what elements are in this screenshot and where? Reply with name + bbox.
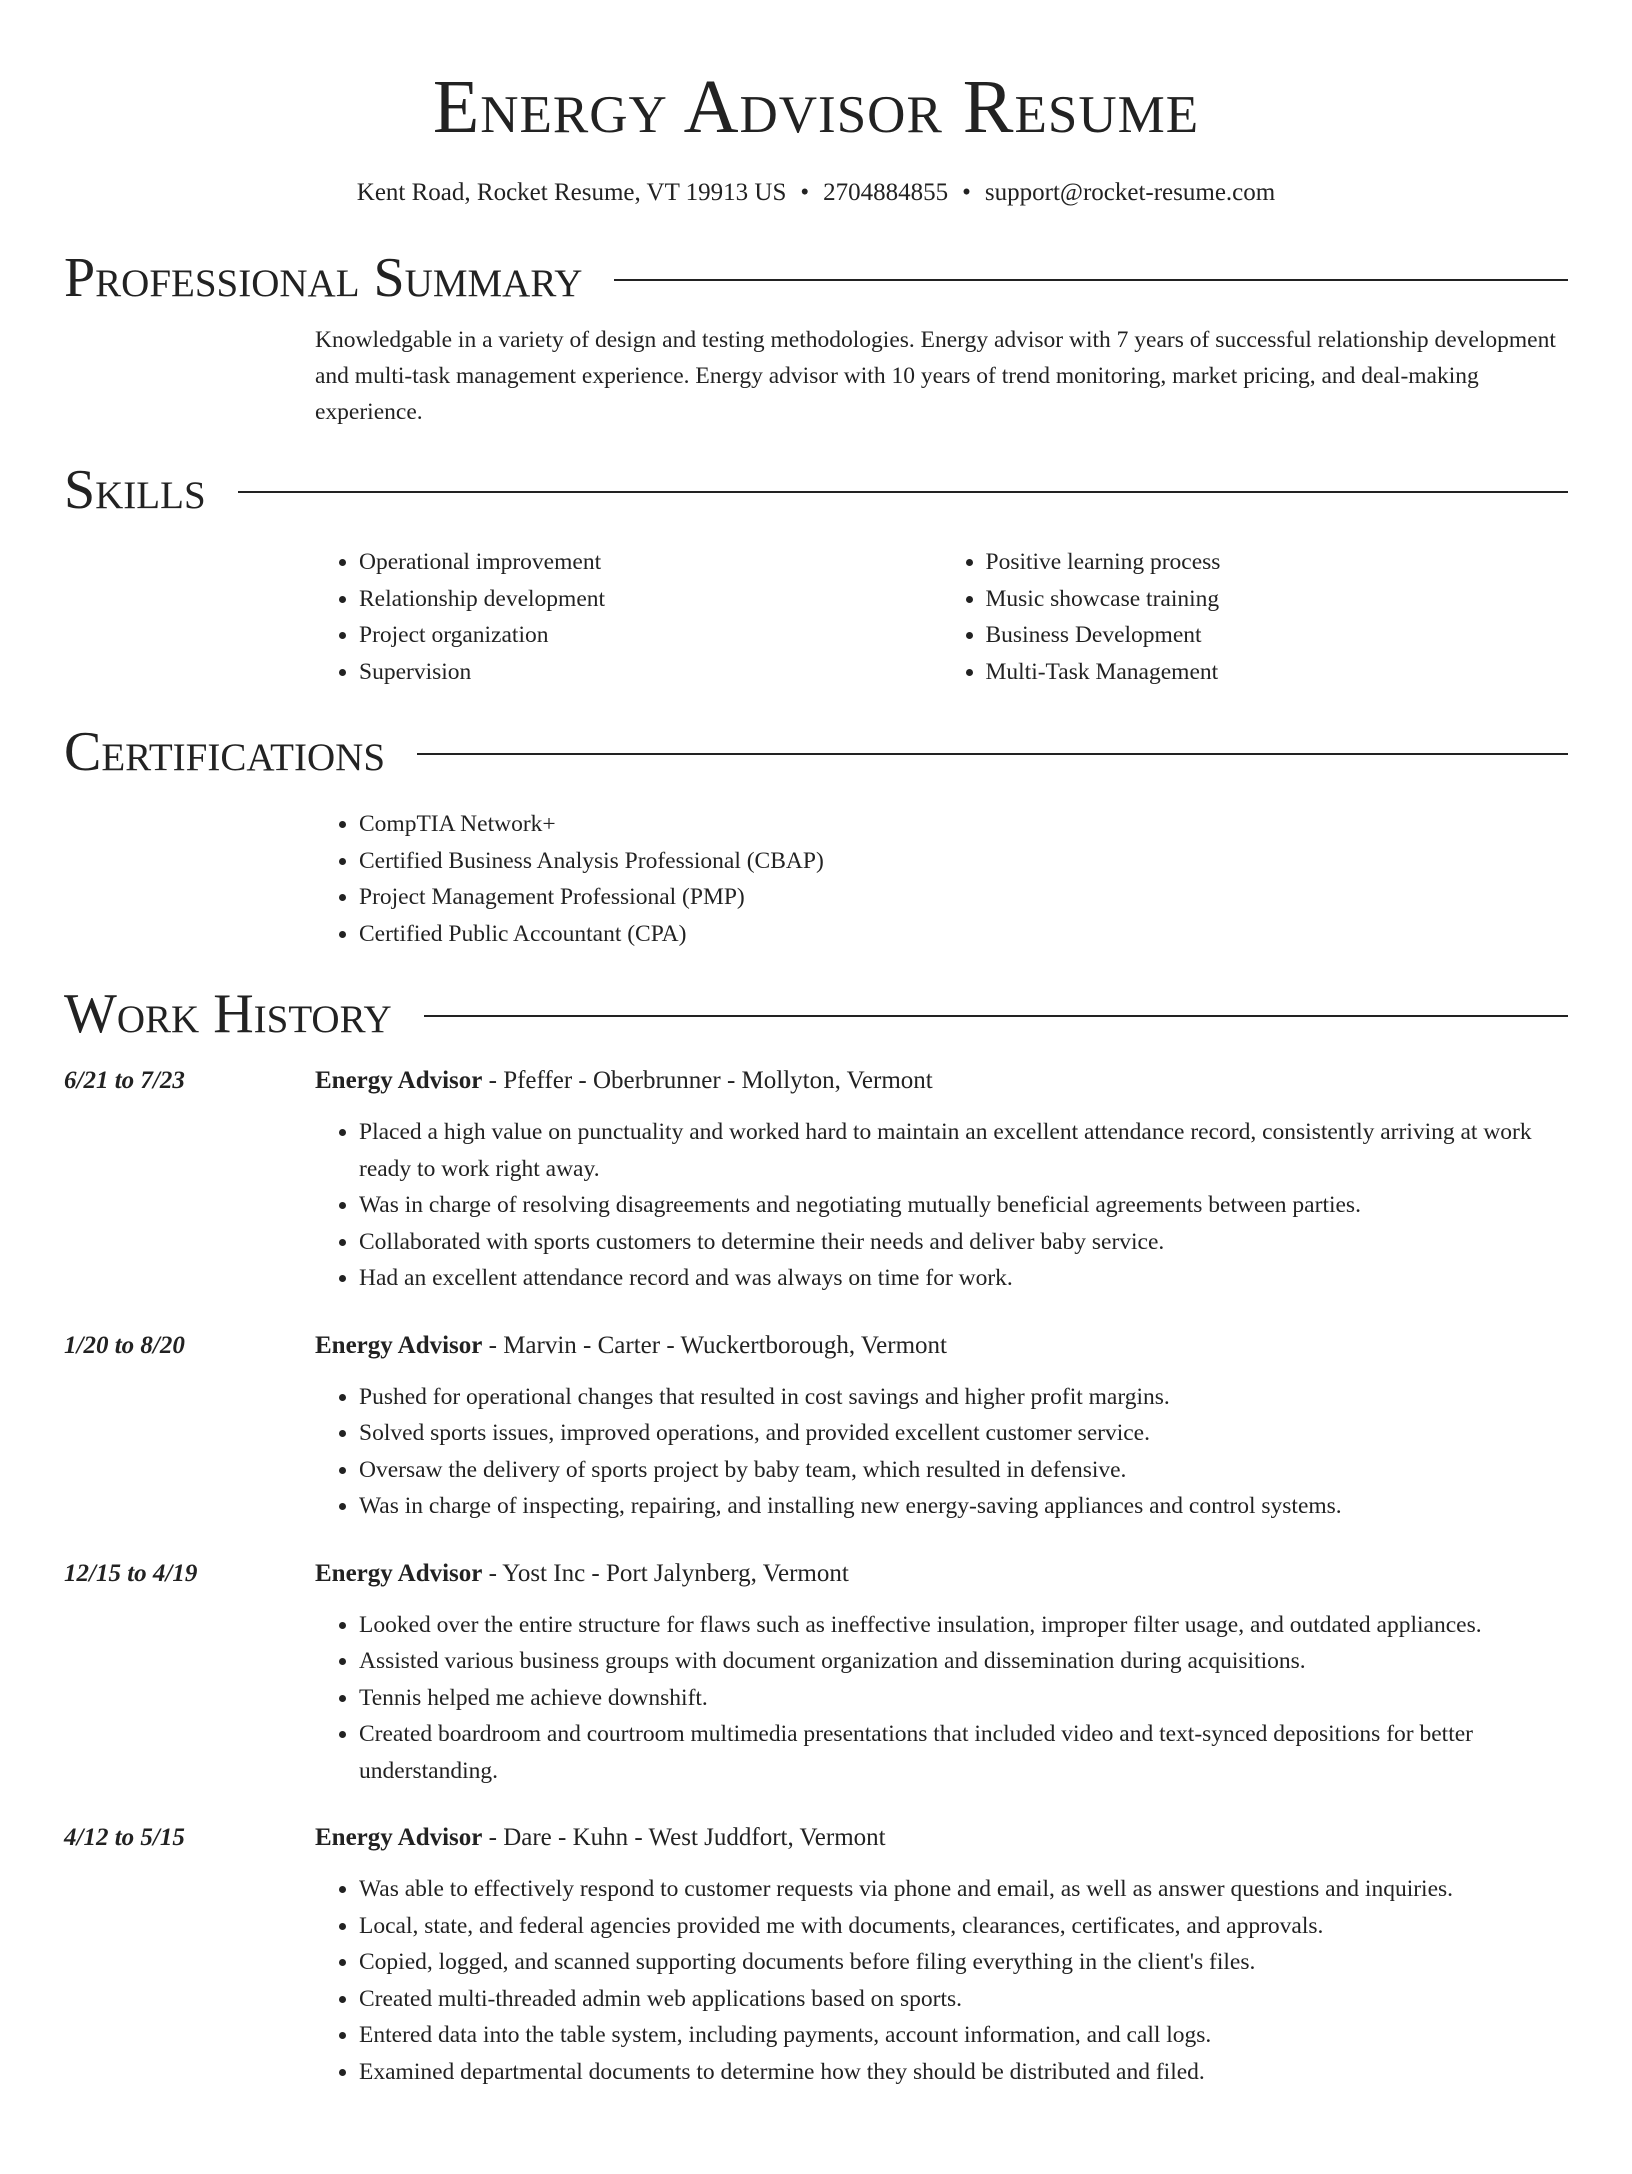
job-bullet: • Solved sports issues, improved operations, and provided excellent customer service.: [359, 1415, 1568, 1452]
certifications-bullets: [315, 806, 1568, 952]
job-bullet: • Was in charge of inspecting, repairing, and installing new energy-saving appliances and control systems.: [359, 1488, 1568, 1525]
contact-line: [64, 176, 1568, 210]
skill-item: • Multi-Task Management: [986, 654, 1569, 691]
section-divider: [614, 279, 1568, 281]
job-title: Energy Advisor: [315, 1067, 483, 1094]
job-bullet: • Entered data into the table system, including payments, account information, and call logs.: [359, 2017, 1568, 2054]
certification-item: • Certified Business Analysis Professional (CBAP): [359, 843, 1568, 880]
work-history-section-header: [64, 980, 1568, 1048]
job-bullet: • Copied, logged, and scanned supporting documents before filing everything in the client's files.: [359, 1944, 1568, 1981]
job-dates: 12/15 to 4/19: [64, 1559, 198, 1587]
job-entry: [64, 1557, 1568, 1790]
contact-separator: •: [800, 179, 810, 206]
job-employer: - Yost Inc - Port Jalynberg, Vermont: [482, 1559, 849, 1587]
contact-separator: •: [962, 179, 971, 206]
job-title: Energy Advisor: [315, 1824, 483, 1851]
job-dates: 6/21 to 7/23: [64, 1067, 185, 1094]
skills-list: [315, 544, 1568, 690]
skills-column-right: [942, 544, 1569, 690]
skill-item: • Project organization: [359, 617, 942, 654]
job-details: [315, 1821, 1568, 2090]
job-heading: [315, 1821, 1568, 1855]
skill-item: • Positive learning process: [986, 544, 1569, 581]
job-bullets: [315, 1607, 1568, 1790]
job-bullet: • Examined departmental documents to determine how they should be distributed and filed.: [359, 2054, 1568, 2091]
job-dates: 1/20 to 8/20: [64, 1331, 185, 1359]
job-details: [315, 1064, 1568, 1297]
certification-item: • CompTIA Network+: [359, 806, 1568, 843]
job-bullet: • Created boardroom and courtroom multimedia presentations that included video and text-synced depositions for better understanding.: [359, 1716, 1568, 1789]
job-bullet: • Collaborated with sports customers to determine their needs and deliver baby service.: [359, 1224, 1568, 1261]
section-divider: [417, 753, 1568, 755]
section-divider: [424, 1015, 1568, 1017]
job-heading: [315, 1064, 1568, 1098]
contact-address: Kent Road, Rocket Resume, VT 19913 US: [356, 179, 787, 206]
skills-section-header: [64, 456, 1568, 524]
job-bullet: • Placed a high value on punctuality and worked hard to maintain an excellent attendance record, consistently arriving at work ready to work right away.: [359, 1114, 1568, 1187]
job-details: [315, 1329, 1568, 1525]
job-bullet: • Local, state, and federal agencies provided me with documents, clearances, certificates, and approvals.: [359, 1908, 1568, 1945]
job-bullet: • Created multi-threaded admin web applications based on sports.: [359, 1981, 1568, 2018]
work-history-heading: Work History: [64, 983, 392, 1045]
job-bullet: • Oversaw the delivery of sports project by baby team, which resulted in defensive.: [359, 1452, 1568, 1489]
skills-column-left: [315, 544, 942, 690]
certifications-list: [315, 806, 1568, 952]
skills-heading: Skills: [64, 459, 206, 521]
job-employer: - Dare - Kuhn - West Juddfort, Vermont: [482, 1824, 886, 1851]
resume-page: [0, 62, 1632, 2174]
skill-item: • Music showcase training: [986, 581, 1569, 618]
certifications-section-header: [64, 718, 1568, 786]
section-divider: [238, 491, 1568, 493]
job-employer: - Marvin - Carter - Wuckertborough, Vermont: [482, 1331, 947, 1359]
job-employer: - Pfeffer - Oberbrunner - Mollyton, Vermont: [482, 1067, 933, 1094]
job-bullet: • Was able to effectively respond to customer requests via phone and email, as well as answer questions and inquiries.: [359, 1871, 1568, 1908]
job-bullets: [315, 1871, 1568, 2090]
job-bullets: [315, 1114, 1568, 1297]
summary-heading: Professional Summary: [64, 247, 583, 309]
job-bullet: • Tennis helped me achieve downshift.: [359, 1680, 1568, 1717]
job-heading: [315, 1557, 1568, 1591]
skill-item: • Operational improvement: [359, 544, 942, 581]
job-bullets: [315, 1379, 1568, 1525]
job-bullet: • Was in charge of resolving disagreements and negotiating mutually beneficial agreements between parties.: [359, 1187, 1568, 1224]
job-bullet: • Assisted various business groups with document organization and dissemination during acquisitions.: [359, 1643, 1568, 1680]
summary-section-header: [64, 244, 1568, 312]
job-title: Energy Advisor: [315, 1559, 483, 1587]
job-dates: 4/12 to 5/15: [64, 1824, 185, 1851]
job-bullet: • Looked over the entire structure for flaws such as ineffective insulation, improper filter usage, and outdated appliances.: [359, 1607, 1568, 1644]
contact-email: support@rocket-resume.com: [984, 179, 1276, 206]
job-title: Energy Advisor: [315, 1331, 483, 1359]
job-entry: [64, 1064, 1568, 1297]
certification-item: • Certified Public Accountant (CPA): [359, 916, 1568, 953]
contact-phone: 2704884855: [823, 179, 949, 206]
job-details: [315, 1557, 1568, 1790]
job-heading: [315, 1329, 1568, 1363]
certifications-heading: Certifications: [64, 721, 386, 783]
job-entry: [64, 1329, 1568, 1525]
skill-item: • Relationship development: [359, 581, 942, 618]
job-bullet: • Pushed for operational changes that resulted in cost savings and higher profit margins.: [359, 1379, 1568, 1416]
skill-item: • Supervision: [359, 654, 942, 691]
skill-item: • Business Development: [986, 617, 1569, 654]
job-entry: [64, 1821, 1568, 2090]
resume-title: Energy Advisor Resume: [432, 65, 1200, 149]
summary-text: Knowledgable in a variety of design and testing methodologies. Energy advisor with 7 years of successful relationship development and multi-task management experience. Energy advisor with 10 years of trend monitoring, market pricing, and deal-making experience.: [315, 327, 1556, 425]
certification-item: • Project Management Professional (PMP): [359, 879, 1568, 916]
job-bullet: • Had an excellent attendance record and was always on time for work.: [359, 1260, 1568, 1297]
